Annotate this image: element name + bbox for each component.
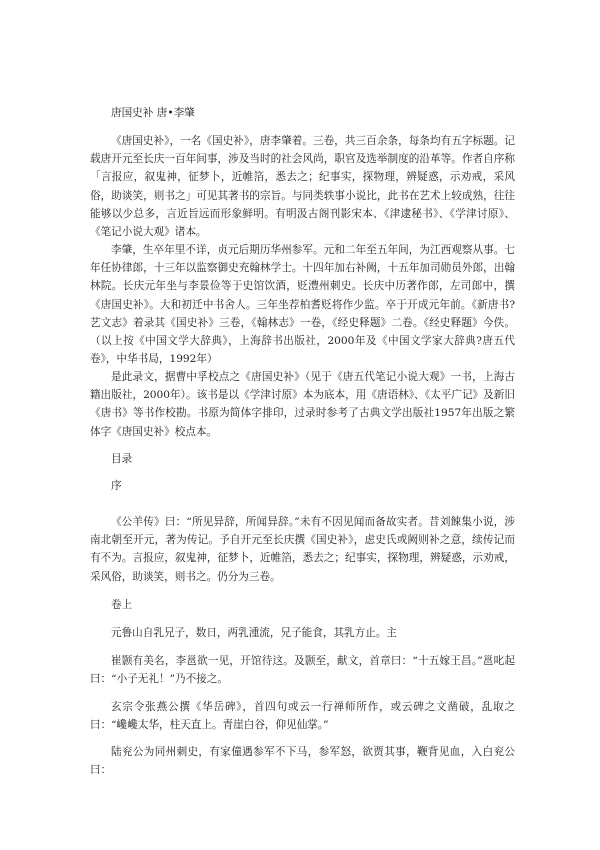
entry-paragraph: 陆兖公为同州刺史，有家僮遇参军不下马，参军怒，欲贾其事，鞭背见血，入白兖公曰： [90, 746, 515, 777]
volume-heading: 卷上 [111, 599, 133, 611]
entry-paragraph: 玄宗令张燕公撰《华岳碑》，首四句或云一行禅师所作，或云碑之文凿破，乱取之曰：“巉巉太华，柱天直上。青崖白谷，仰见仙掌。” [90, 701, 515, 732]
intro-paragraph: 《唐国史补》，一名《国史补》，唐李肇着。三卷，共三百余条，每条均有五字标题。记载唐开元至长庆一百年间事，涉及当时的社会风尚，职官及选举制度的沿革等。作者自序称「言报应，叙鬼神，征梦卜，近帷箔，悉去之；纪事实，探物理，辨疑惑，示劝戒，采风俗，助谈笑，则书之」可见其著书的宗旨。与同类轶事小说比，此书在艺术上较成熟，往往能够以少总多，言近旨远而形象鲜明。有明汲古阁刊影宋本、《津逮秘书》、《学津讨原》、《笔记小说大观》诸本。 [90, 135, 515, 239]
document-title: 唐国史补 唐•李肇 [111, 107, 195, 119]
entry-paragraph: 元鲁山自乳兄子，数日，两乳湩流，兄子能食，其乳方止。主 [111, 627, 398, 639]
preface-heading: 序 [111, 480, 122, 492]
author-bio-paragraph: 李肇，生卒年里不详，贞元后期历华州参军。元和二年至五年间，为江西观察从事。七年任协律郎，十三年以监察御史充翰林学士。十四年加右补阙，十五年加司勋员外郎，出翰林院。长庆元年坐与李景俭等于史馆饮酒，贬澧州刺史。长庆中历著作郎，左司郎中，撰《唐国史补》。大和初迁中书舍人。三年坐荐柏耆贬将作少监。卒于开成元年前。《新唐书?艺文志》着录其《国史补》三卷，《翰林志》一卷，《经史释题》二卷。《经史释题》今佚。（以上按《中国文学大辞典》，上海辞书出版社，2000年及《中国文学家大辞典?唐五代卷》，中华书局，1992年） [90, 244, 515, 366]
entry-paragraph: 崔颢有美名，李邕欲一见，开馆待这。及颢至，献文，首章曰：“十五嫁王昌。”邕叱起曰：“小子无礼！”乃不接之。 [90, 655, 515, 686]
toc-heading: 目录 [111, 453, 133, 465]
edition-note-paragraph: 是此录文，据曹中孚校点之《唐国史补》（见于《唐五代笔记小说大观》一书，上海古籍出版社，2000年）。该书是以《学津讨原》本为底本，用《唐语林》、《太平广记》及新旧《唐书》等书作校勘。书原为简体字排印，过录时参考了古典文学出版社1957年出版之繁体字《唐国史补》校点本。 [90, 371, 515, 438]
preface-paragraph: 《公羊传》曰：“所见异辞，所闻异辞。”未有不因见闻而备故实者。昔刘餗集小说，涉南北朝至开元，著为传记。予自开元至长庆撰《国史补》，虑史氏或阙则补之意，续传记而有不为。言报应，叙鬼神，征梦卜，近帷箔，悉去之；纪事实，探物理，辨疑惑，示劝戒，采风俗，助谈笑，则书之。仍分为三卷。 [90, 516, 515, 583]
